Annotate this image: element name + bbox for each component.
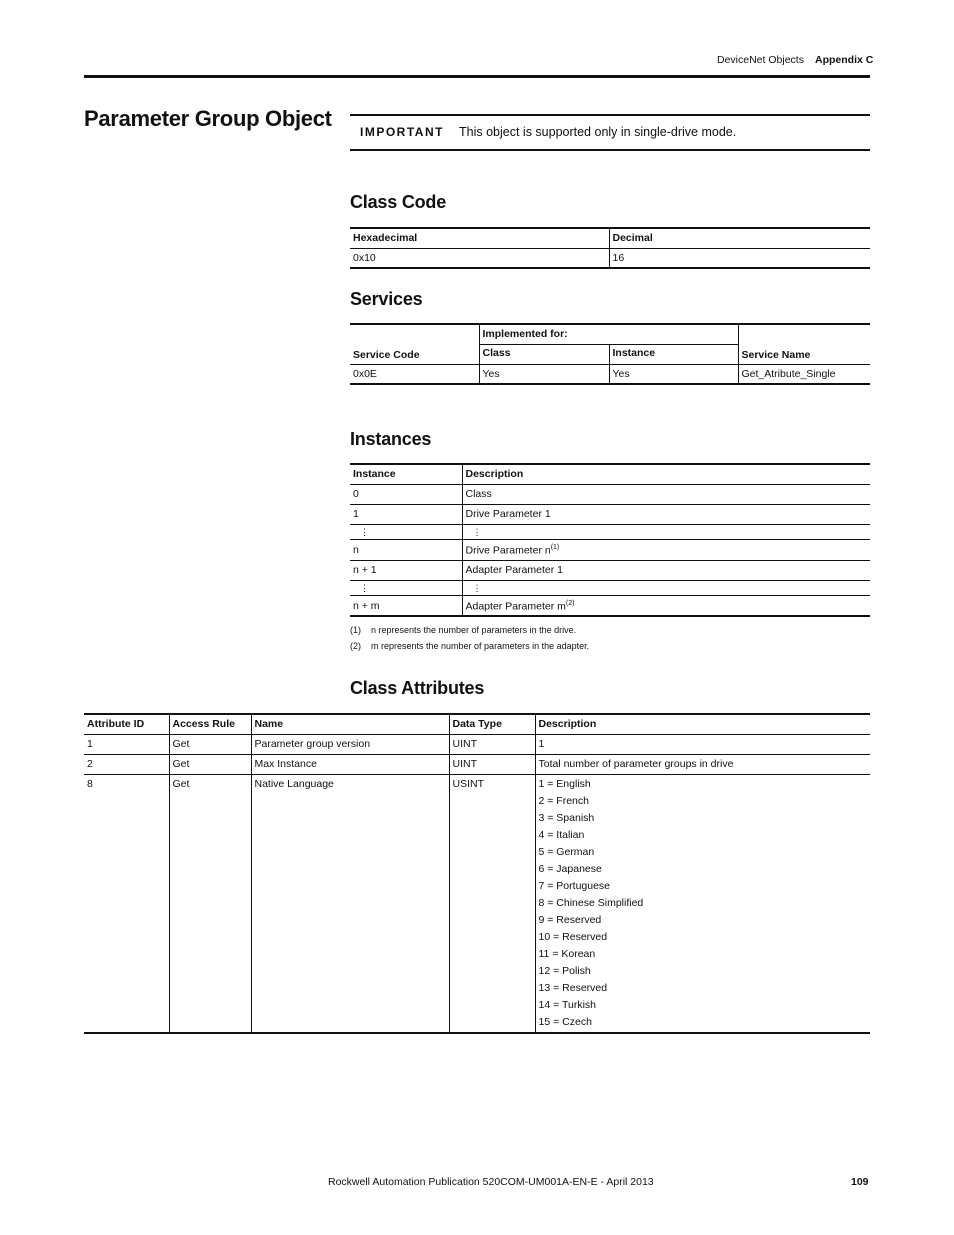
services-col-code: Service Code <box>350 324 479 364</box>
attr-col-type: Data Type <box>449 714 535 734</box>
services-heading: Services <box>350 289 423 309</box>
page-title: Parameter Group Object <box>84 106 332 131</box>
header-rule <box>84 75 870 78</box>
table-row-description: 1 <box>535 734 870 754</box>
attr-col-description: Description <box>535 714 870 734</box>
instances-col-instance: Instance <box>350 464 462 484</box>
table-row-attr-id: 1 <box>87 737 93 750</box>
table-row-instance: n + m <box>353 599 380 612</box>
footnote-text: m represents the number of parameters in the adapter. <box>371 641 590 651</box>
services-col-instance: Instance <box>609 344 738 364</box>
table-row-name: Native Language <box>251 774 449 1033</box>
table-row-type: UINT <box>449 754 535 774</box>
language-item: 6 = Japanese <box>538 862 602 875</box>
table-row-instance: 0 <box>353 487 359 500</box>
table-row-attr-id: 2 <box>87 757 93 770</box>
table-row-access: Get <box>169 754 251 774</box>
class-code-col-hex: Hexadecimal <box>350 228 609 248</box>
table-row-instance: n <box>353 543 359 556</box>
class-code-col-dec: Decimal <box>609 228 870 248</box>
attr-col-name: Name <box>251 714 449 734</box>
important-text: This object is supported only in single-drive mode. <box>459 125 737 139</box>
language-item: 11 = Korean <box>538 947 596 960</box>
table-row-name: Max Instance <box>251 754 449 774</box>
language-list <box>539 776 868 1031</box>
language-item: 2 = French <box>538 794 589 807</box>
language-item: 12 = Polish <box>538 964 591 977</box>
table-row-type: USINT <box>449 774 535 1033</box>
class-code-heading: Class Code <box>350 192 447 212</box>
language-item: 4 = Italian <box>538 828 585 841</box>
language-item: 3 = Spanish <box>538 811 595 824</box>
table-row-name: Parameter group version <box>251 734 449 754</box>
page-number: 109 <box>851 1176 869 1188</box>
services-instance-value: Yes <box>609 364 738 384</box>
class-code-dec-value: 16 <box>609 248 870 268</box>
instances-table <box>350 463 870 617</box>
class-attributes-table <box>84 713 870 1034</box>
ellipsis-marker: ⋮ <box>462 524 870 539</box>
class-code-table <box>350 227 870 269</box>
language-item: 9 = Reserved <box>538 913 602 926</box>
table-row-description: Total number of parameter groups in drive <box>535 754 870 774</box>
footer-publication: Rockwell Automation Publication 520COM-UM001A-EN-E - April 2013 <box>328 1176 654 1188</box>
language-item: 7 = Portuguese <box>538 879 611 892</box>
table-row-description: Drive Parameter 1 <box>462 504 870 524</box>
table-row-instance: n + 1 <box>353 563 377 576</box>
footnote-text: n represents the number of parameters in the drive. <box>371 625 577 635</box>
footnote-ref-2: (2) <box>565 599 575 607</box>
language-item: 10 = Reserved <box>538 930 608 943</box>
running-header-section: DeviceNet Objects <box>717 54 804 66</box>
table-row-description <box>535 774 870 1033</box>
description-text: Drive Parameter n <box>465 544 551 556</box>
footnote-number: (1) <box>350 625 361 635</box>
important-notice <box>350 114 870 151</box>
table-row-description <box>462 595 870 616</box>
table-row-access: Get <box>169 774 251 1033</box>
services-name-value: Get_Atribute_Single <box>738 364 870 384</box>
footnote-number: (2) <box>350 641 361 651</box>
services-table <box>350 323 870 385</box>
instances-heading: Instances <box>350 429 432 449</box>
table-row-attr-id: 8 <box>87 777 93 790</box>
table-row-type: UINT <box>449 734 535 754</box>
table-row-access: Get <box>169 734 251 754</box>
ellipsis-marker: ⋮ <box>360 582 369 593</box>
table-row-instance: 1 <box>353 507 359 520</box>
class-attributes-heading: Class Attributes <box>350 678 485 698</box>
services-group-header: Implemented for: <box>479 324 738 344</box>
table-row-description <box>462 539 870 560</box>
language-item: 14 = Turkish <box>538 998 596 1011</box>
language-item: 1 = English <box>538 777 591 790</box>
services-class-value: Yes <box>479 364 609 384</box>
footnote-ref-1: (1) <box>550 543 560 551</box>
table-row-description: Adapter Parameter 1 <box>462 560 870 580</box>
footnote-1 <box>350 625 576 635</box>
language-item: 13 = Reserved <box>538 981 608 994</box>
services-col-class: Class <box>479 344 609 364</box>
instances-col-description: Description <box>462 464 870 484</box>
class-code-hex-value: 0x10 <box>353 251 376 264</box>
attr-col-id: Attribute ID <box>84 714 169 734</box>
attr-col-access: Access Rule <box>169 714 251 734</box>
ellipsis-marker: ⋮ <box>360 526 369 537</box>
language-item: 5 = German <box>538 845 595 858</box>
services-col-name: Service Name <box>738 324 870 364</box>
services-code-value: 0x0E <box>353 367 377 380</box>
description-text: Adapter Parameter m <box>465 600 566 612</box>
running-header-appendix: Appendix C <box>815 54 874 66</box>
table-row-description: Class <box>462 484 870 504</box>
language-item: 8 = Chinese Simplified <box>538 896 644 909</box>
ellipsis-marker: ⋮ <box>462 580 870 595</box>
important-tag: IMPORTANT <box>360 125 444 139</box>
footnote-2 <box>350 641 589 651</box>
language-item: 15 = Czech <box>538 1015 592 1028</box>
